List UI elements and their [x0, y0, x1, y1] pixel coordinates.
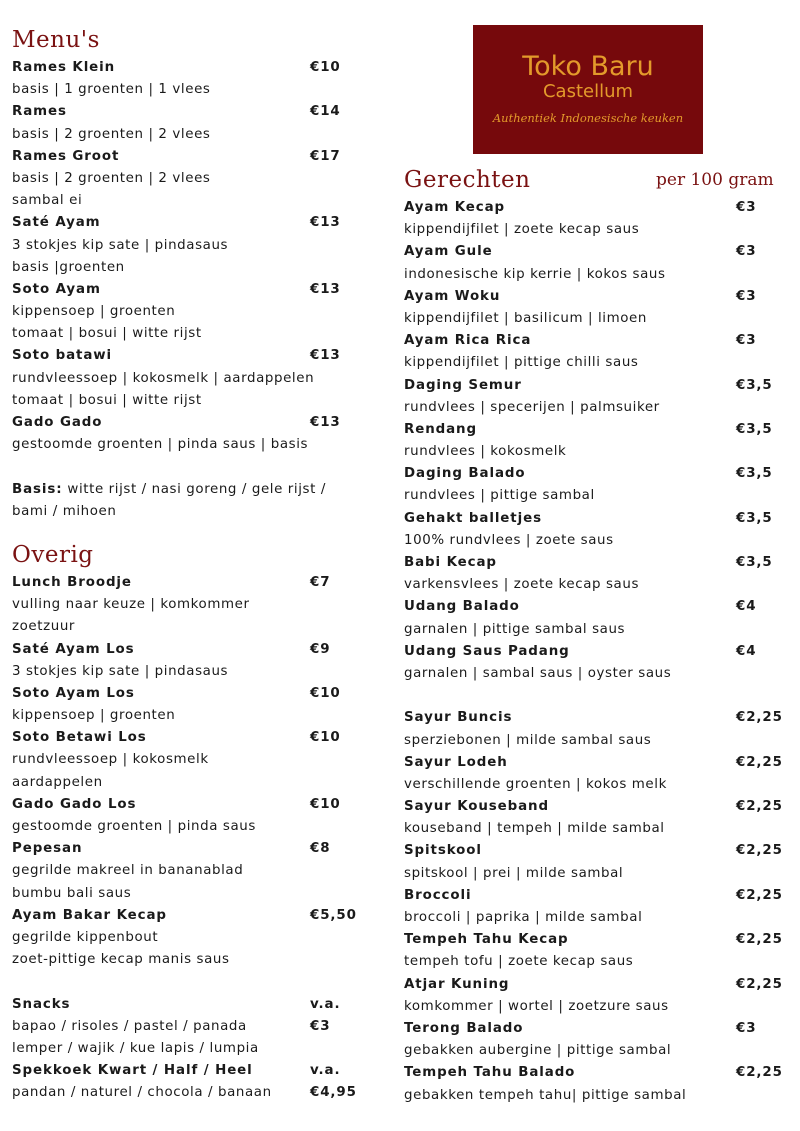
menu-item-desc: gestoomde groenten | pinda saus | basis: [12, 437, 309, 453]
per-100-gram-label: per 100 gram: [656, 170, 774, 190]
logo-tagline: Authentiek Indonesische keuken: [492, 111, 684, 125]
menu-item-desc: tomaat | bosui | witte rijst: [12, 326, 202, 342]
menu-item-desc: aardappelen: [12, 774, 103, 790]
menu-item: Gado Gado €13: [12, 415, 341, 430]
sayur-item: Tempeh Tahu Balado €2,25: [404, 1065, 783, 1081]
menu-item-desc: zoetzuur: [12, 619, 76, 635]
gerechten-heading: Gerechten: [404, 167, 531, 193]
overig-heading: Overig: [12, 541, 94, 568]
menu-item: Rames Klein €10: [12, 60, 341, 75]
sayur-desc: sperziebonen | milde sambal saus: [404, 732, 652, 748]
sayur-desc: gebakken aubergine | pittige sambal: [404, 1043, 672, 1059]
sayur-desc: gebakken tempeh tahu| pittige sambal: [404, 1087, 687, 1103]
snacks-item: Snacks v.a.: [12, 996, 341, 1012]
menu-item: Ayam Bakar Kecap €5,50: [12, 907, 357, 923]
dish-desc: 100% rundvlees | zoete saus: [404, 532, 614, 548]
menu-item-desc: basis | 1 groenten | 1 vlees: [12, 82, 211, 98]
menu-item-desc: gestoomde groenten | pinda saus: [12, 819, 256, 834]
dish-desc: rundvlees | pittige sambal: [404, 488, 595, 504]
menu-item-desc: 3 stokjes kip sate | pindasaus: [12, 237, 229, 253]
sayur-desc: verschillende groenten | kokos melk: [404, 776, 667, 792]
dish-item: Ayam Woku €3: [404, 288, 757, 304]
menu-item-desc: vulling naar keuze | komkommer: [12, 597, 250, 613]
menu-item: Soto Ayam €13: [12, 281, 341, 297]
dish-desc: kippendijfilet | pittige chilli saus: [404, 355, 639, 371]
menu-item-desc: rundvleessoep | kokosmelk | aardappelen: [12, 370, 315, 386]
menu-item-desc: gegrilde makreel in bananablad: [12, 863, 244, 879]
sayur-desc: tempeh tofu | zoete kecap saus: [404, 954, 634, 970]
sayur-item: Atjar Kuning €2,25: [404, 976, 783, 992]
dish-item: Daging Semur €3,5: [404, 377, 773, 393]
right-column: [404, 163, 794, 1107]
menu-item: Soto Betawi Los €10: [12, 730, 341, 746]
sayur-desc: broccoli | paprika | milde sambal: [404, 910, 643, 925]
dish-item: Babi Kecap €3,5: [404, 555, 773, 570]
menu-item-desc: basis | 2 groenten | 2 vlees: [12, 170, 211, 186]
menu-item-desc: basis | 2 groenten | 2 vlees: [12, 126, 211, 142]
sayur-desc: spitskool | prei | milde sambal: [404, 865, 624, 881]
menu-item: Rames €14: [12, 104, 341, 120]
dish-item: Udang Saus Padang €4: [404, 643, 757, 659]
menus-heading: Menu's: [12, 27, 100, 53]
sayur-desc: komkommer | wortel | zoetzure saus: [404, 998, 669, 1014]
menu-item-desc: sambal ei: [12, 193, 83, 209]
dish-item: Daging Balado €3,5: [404, 466, 773, 482]
spekkoek-desc: pandan / naturel / chocola / banaan €4,95: [12, 1085, 357, 1101]
sayur-item: Terong Balado €3: [404, 1020, 757, 1036]
sayur-item: Sayur Lodeh €2,25: [404, 754, 783, 770]
basis-note: Basis: witte rijst / nasi goreng / gele rijst /: [12, 481, 326, 497]
menu-item: Pepesan €8: [12, 841, 331, 857]
menu-item: Soto Ayam Los €10: [12, 685, 341, 701]
sayur-item: Sayur Kouseband €2,25: [404, 799, 783, 815]
dish-desc: kippendijfilet | basilicum | limoen: [404, 310, 647, 326]
dish-item: Rendang €3,5: [404, 421, 773, 437]
menu-item-desc: rundvleessoep | kokosmelk: [12, 752, 209, 768]
menu-item-desc: kippensoep | groenten: [12, 708, 176, 724]
dish-desc: rundvlees | specerijen | palmsuiker: [404, 399, 660, 415]
logo-title: Toko Baru: [522, 51, 654, 82]
menu-item-desc: gegrilde kippenbout: [12, 929, 159, 945]
dish-desc: kippendijfilet | zoete kecap saus: [404, 222, 640, 238]
dish-item: Ayam Rica Rica €3: [404, 333, 757, 349]
menu-item: Gado Gado Los €10: [12, 796, 341, 812]
sayur-desc: kouseband | tempeh | milde sambal: [404, 821, 665, 837]
sayur-item: Sayur Buncis €2,25: [404, 710, 783, 726]
snacks-desc: bapao / risoles / pastel / panada €3: [12, 1018, 331, 1034]
dish-item: Udang Balado €4: [404, 599, 757, 615]
menu-item: Rames Groot €17: [12, 148, 341, 164]
dish-item: Ayam Gule €3: [404, 244, 757, 260]
dish-desc: garnalen | pittige sambal saus: [404, 621, 626, 637]
basis-note-line2: bami / mihoen: [12, 503, 117, 519]
menu-item: Saté Ayam Los €9: [12, 641, 331, 657]
dish-item: Gehakt balletjes €3,5: [404, 510, 773, 526]
menu-item: Saté Ayam €13: [12, 215, 341, 231]
dish-desc: garnalen | sambal saus | oyster saus: [404, 665, 672, 681]
left-column: [12, 23, 392, 1104]
sayur-item: Broccoli €2,25: [404, 887, 783, 903]
menu-item-desc: zoet-pittige kecap manis saus: [12, 952, 230, 968]
menu-item: Lunch Broodje €7: [12, 574, 331, 590]
logo: [473, 25, 703, 154]
logo-subtitle: Castellum: [542, 81, 634, 102]
menu-item-desc: tomaat | bosui | witte rijst: [12, 392, 202, 408]
menu-item: Soto batawi €13: [12, 348, 341, 364]
dish-item: Ayam Kecap €3: [404, 200, 757, 215]
spekkoek-item: Spekkoek Kwart / Half / Heel v.a.: [12, 1063, 341, 1079]
sayur-item: Tempeh Tahu Kecap €2,25: [404, 932, 783, 948]
dish-desc: rundvlees | kokosmelk: [404, 444, 567, 460]
menu-item-desc: kippensoep | groenten: [12, 304, 176, 320]
dish-desc: varkensvlees | zoete kecap saus: [404, 577, 640, 593]
menu-item-desc: 3 stokjes kip sate | pindasaus: [12, 663, 229, 679]
sayur-item: Spitskool €2,25: [404, 843, 783, 859]
menu-item-desc: bumbu bali saus: [12, 885, 132, 901]
snacks-desc: lemper / wajik / kue lapis / lumpia: [12, 1040, 259, 1056]
dish-desc: indonesische kip kerrie | kokos saus: [404, 266, 666, 282]
menu-item-desc: basis |groenten: [12, 259, 125, 275]
